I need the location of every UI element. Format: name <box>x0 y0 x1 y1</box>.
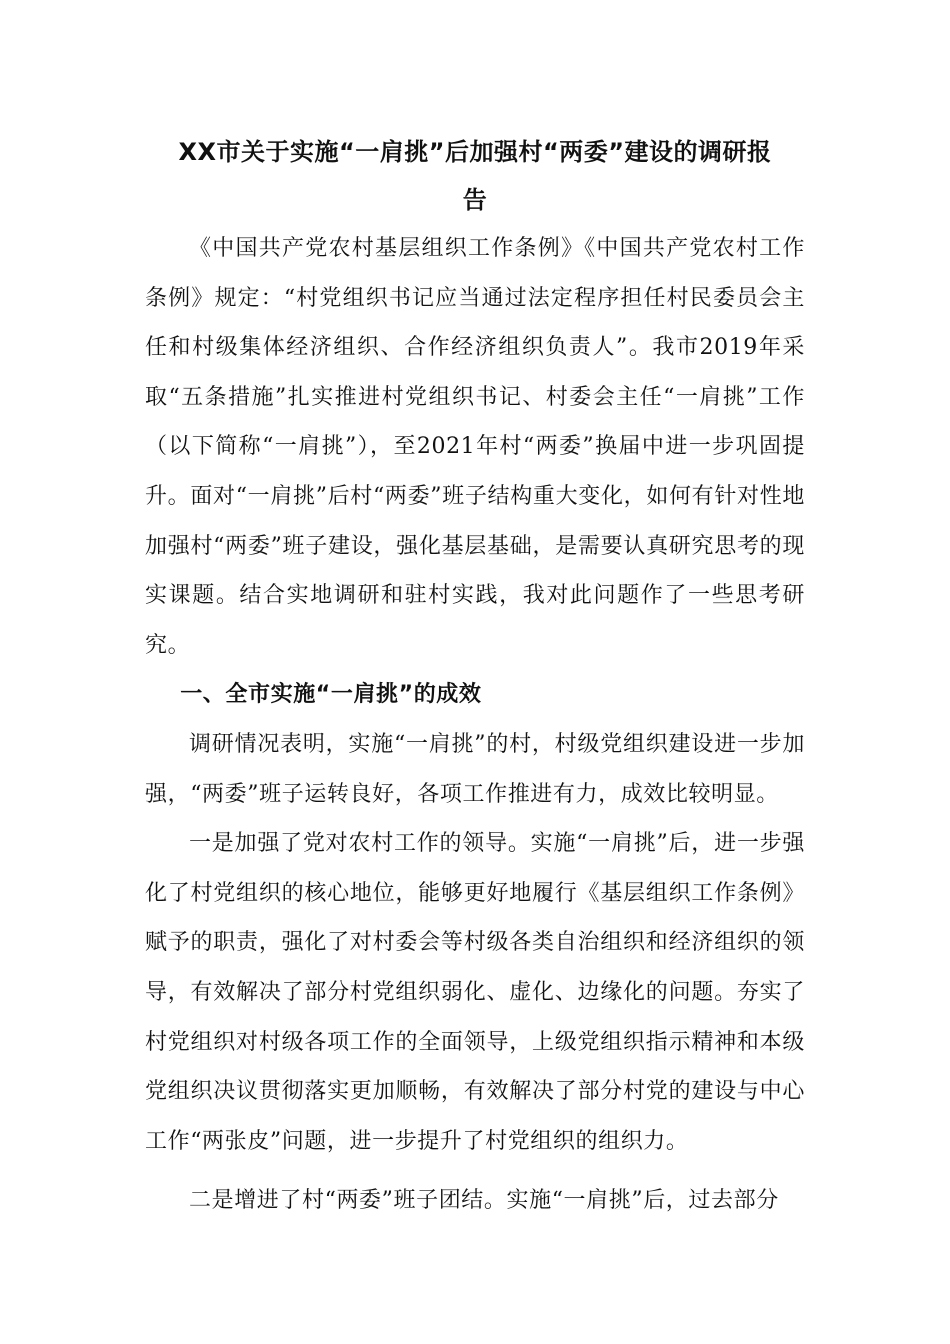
intro-paragraph: 《中国共产党农村基层组织工作条例》《中国共产党农村工作条例》规定：“村党组织书记应当通过法定程序担任村民委员会主任和村级集体经济组织、合作经济组织负责人”。我市2019年采取“五条措施”扎实推进村党组织书记、村委会主任“一肩挑”工作（以下简称“一肩挑”），至2021年村“两委”换届中进一步巩固提升。面对“一肩挑”后村“两委”班子结构重大变化，如何有针对性地加强村“两委”班子建设，强化基层基础，是需要认真研究思考的现实课题。结合实地调研和驻村实践，我对此问题作了一些思考研究。 <box>145 236 805 658</box>
section-paragraph-summary: 调研情况表明，实施“一肩挑”的村，村级党组织建设进一步加强，“两委”班子运转良好，各项工作推进有力，成效比较明显。 <box>145 731 805 807</box>
section-paragraph-unity: 二是增进了村“两委”班子团结。实施“一肩挑”后，过去部分 <box>189 1188 779 1214</box>
document-body <box>145 128 805 1226</box>
document-title <box>145 128 805 224</box>
section-paragraph-leadership: 一是加强了党对农村工作的领导。实施“一肩挑”后，进一步强化了村党组织的核心地位，能够更好地履行《基层组织工作条例》赋予的职责，强化了对村委会等村级各类自治组织和经济组织的领导，有效解决了部分村党组织弱化、虚化、边缘化的问题。夯实了村党组织对村级各项工作的全面领导，上级党组织指示精神和本级党组织决议贯彻落实更加顺畅，有效解决了部分村党的建设与中心工作“两张皮”问题，进一步提升了村党组织的组织力。 <box>145 831 805 1154</box>
section-heading: 一、全市实施“一肩挑”的成效 <box>180 682 482 708</box>
title-line-2: 告 <box>462 186 488 214</box>
title-line-1: XX市关于实施“一肩挑”后加强村“两委”建设的调研报 <box>178 138 772 166</box>
